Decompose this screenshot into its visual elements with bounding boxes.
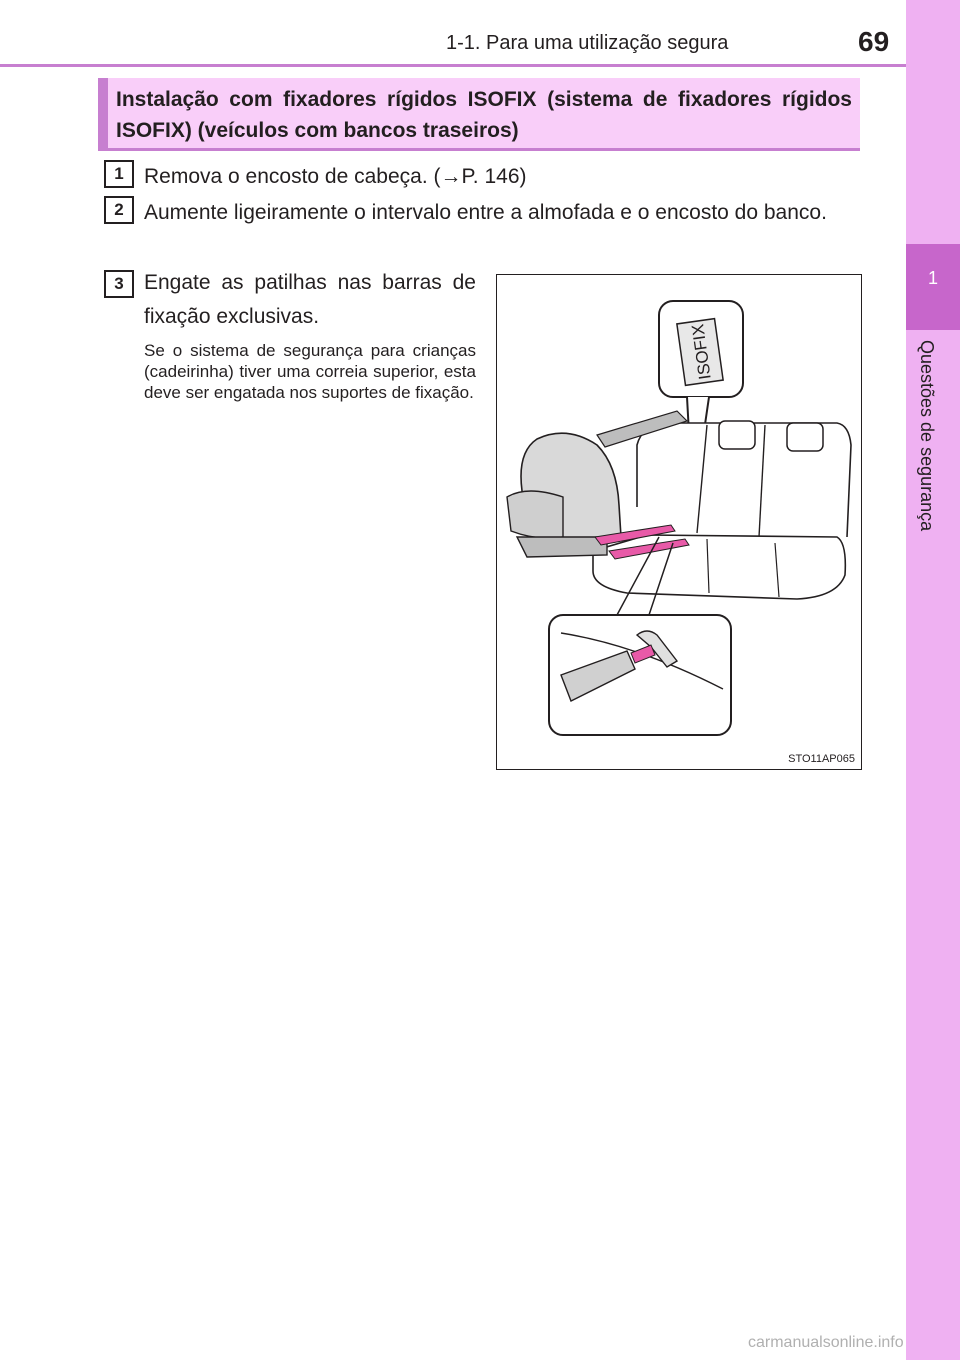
step-text-1: Remova o encosto de cabeça. (→P. 146) (144, 165, 527, 188)
section-title: Instalação com fixadores rígidos ISOFIX (sistema de fixadores rígidos ISOFIX) (veículos com bancos traseiros) (116, 88, 852, 142)
isofix-tag-label: ISOFIX (688, 322, 715, 381)
step-text-2: Aumente ligeiramente o intervalo entre a almofada e o encosto do banco. (144, 201, 827, 224)
step-text-3: Engate as patilhas nas barras de fixação exclusivas. (144, 271, 476, 328)
page-number: 69 (858, 26, 890, 57)
chapter-label: Questões de segurança (917, 340, 937, 532)
figure-code: STO11AP065 (788, 753, 855, 765)
step-note: Se o sistema de segurança para crianças (cadeirinha) tiver uma correia superior, esta deve ser engatada nos suportes de fixação. (144, 341, 476, 402)
isofix-illustration-svg (497, 275, 861, 769)
header-title: 1-1. Para uma utilização segura (446, 32, 729, 54)
headrest-middle (719, 421, 755, 449)
child-seat-armrest (507, 491, 563, 538)
chapter-side-tab (906, 0, 960, 1360)
chapter-number: 1 (927, 268, 938, 288)
watermark: carmanualsonline.info (748, 1334, 904, 1351)
child-seat-base (517, 537, 607, 557)
isofix-illustration (496, 274, 862, 770)
header-divider (0, 64, 906, 67)
step-number-2: 2 (104, 196, 134, 224)
section-heading-bar (98, 78, 108, 151)
headrest-right (787, 423, 823, 451)
step-number-1: 1 (104, 160, 134, 188)
step-number-3: 3 (104, 270, 134, 298)
